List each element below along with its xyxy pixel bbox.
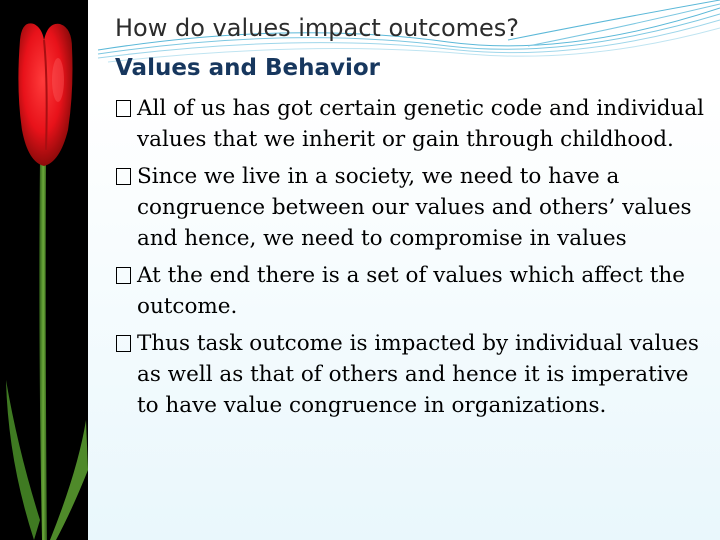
tulip-image (0, 0, 88, 540)
bullet-item (116, 93, 706, 155)
bullet-text: Since we live in a society, we need to have a congruence between our values and others’ values and hence, we need to compromise in values (137, 164, 692, 251)
bullet-list (116, 93, 706, 427)
tofu-box-icon (116, 267, 131, 284)
tofu-box-icon (116, 100, 131, 117)
bullet-text: At the end there is a set of values which affect the outcome. (137, 263, 685, 319)
bullet-text: All of us has got certain genetic code and individual values that we inherit or gain through childhood. (137, 96, 705, 152)
bullet-text: Thus task outcome is impacted by individual values as well as that of others and hence it is imperative to have value congruence in organizations. (137, 331, 699, 418)
tofu-box-icon (116, 168, 131, 185)
bullet-item (116, 260, 706, 322)
bullet-item (116, 328, 706, 421)
slide-subtitle: Values and Behavior (115, 55, 381, 81)
bullet-item (116, 161, 706, 254)
slide-title: How do values impact outcomes? (115, 14, 520, 42)
tofu-box-icon (116, 335, 131, 352)
